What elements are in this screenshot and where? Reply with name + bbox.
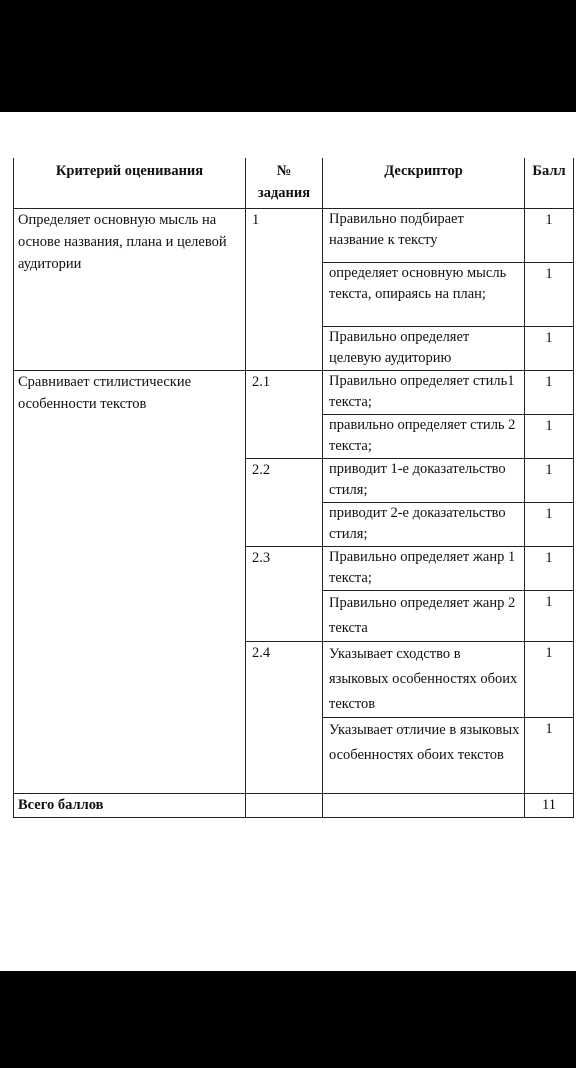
task-number-cell: 2.1 [246,371,323,459]
task-number-cell: 2.4 [246,642,323,794]
top-black-bar [0,0,576,112]
score-cell: 1 [525,263,574,327]
descriptor-cell: Правильно определяет целевую аудиторию [323,327,525,371]
header-score: Балл [525,158,574,209]
descriptor-cell: Указывает отличие в языковых особенностях обоих текстов [323,718,525,794]
score-cell: 1 [525,327,574,371]
table-header-row [14,158,574,209]
score-cell: 1 [525,415,574,459]
descriptor-cell: Правильно подбирает название к тексту [323,209,525,263]
score-cell: 1 [525,547,574,591]
header-task-number-word: задания [257,185,311,201]
descriptor-cell: Правильно определяет жанр 1 текста; [323,547,525,591]
descriptor-cell: Правильно определяет стиль1 текста; [323,371,525,415]
descriptor-cell: Правильно определяет жанр 2 текста [323,591,525,642]
criterion-cell: Определяет основную мысль на основе названия, плана и целевой аудитории [14,209,246,371]
criterion-cell: Сравнивает стилистические особенности текстов [14,371,246,794]
empty-cell [246,794,323,818]
score-cell: 1 [525,209,574,263]
descriptor-cell: правильно определяет стиль 2 текста; [323,415,525,459]
bottom-black-bar [0,971,576,1068]
task-number-cell: 2.2 [246,459,323,547]
score-cell: 1 [525,642,574,718]
score-cell: 1 [525,718,574,794]
header-task-number-symbol: № [276,163,292,179]
score-cell: 1 [525,503,574,547]
descriptor-cell: определяет основную мысль текста, опираясь на план; [323,263,525,327]
descriptor-cell: Указывает сходство в языковых особенностях обоих текстов [323,642,525,718]
grading-table [13,158,574,818]
header-task-number [246,158,323,209]
descriptor-cell: приводит 1-е доказательство стиля; [323,459,525,503]
table-row [14,371,574,415]
header-descriptor: Дескриптор [323,158,525,209]
total-row [14,794,574,818]
task-number-cell: 2.3 [246,547,323,642]
score-cell: 1 [525,591,574,642]
score-cell: 1 [525,459,574,503]
document-page [0,112,576,971]
header-criterion: Критерий оценивания [14,158,246,209]
score-cell: 1 [525,371,574,415]
empty-cell [323,794,525,818]
descriptor-cell: приводит 2-е доказательство стиля; [323,503,525,547]
total-label: Всего баллов [14,794,246,818]
task-number-cell: 1 [246,209,323,371]
total-score: 11 [525,794,574,818]
table-row [14,209,574,263]
